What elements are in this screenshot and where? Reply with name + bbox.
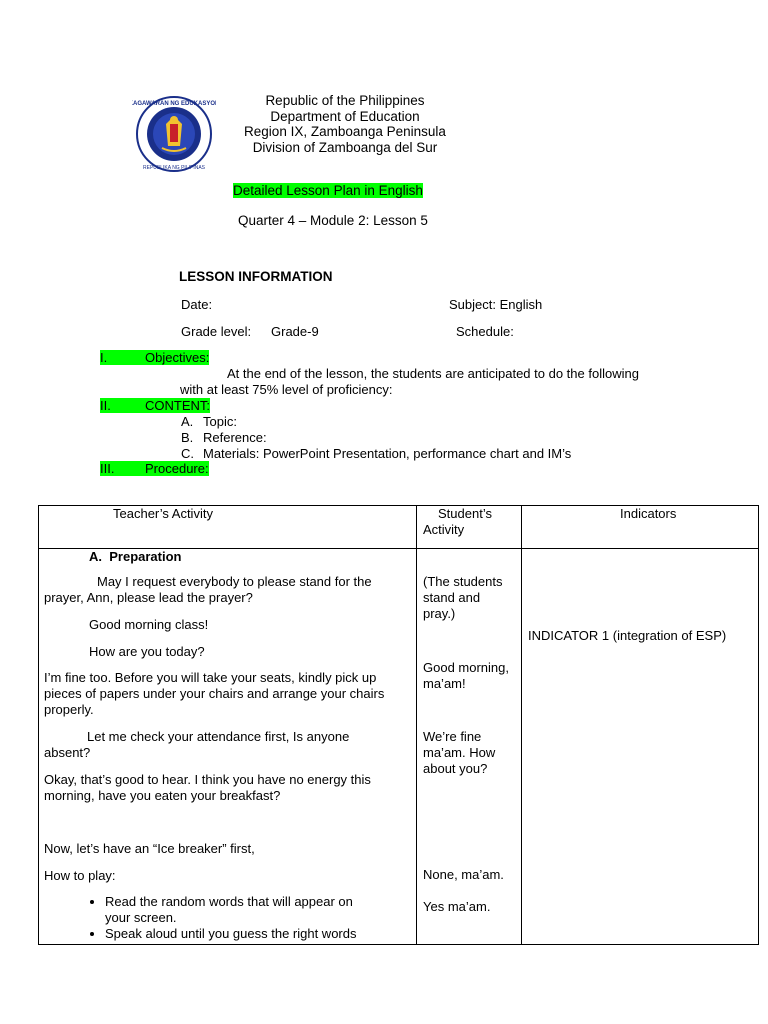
teacher-line: prayer, Ann, please lead the prayer? xyxy=(44,590,253,605)
header-line-division: Division of Zamboanga del Sur xyxy=(252,139,438,155)
student-line: about you? xyxy=(423,761,488,776)
lesson-plan-title xyxy=(233,183,423,198)
teacher-line: Now, let’s have an “Ice breaker” first, xyxy=(44,841,255,856)
objectives-heading xyxy=(100,350,209,365)
header-line-republic: Republic of the Philippines xyxy=(265,93,425,108)
objectives-text-line-1: At the end of the lesson, the students are anticipated to do the following xyxy=(227,366,639,381)
header-line-region: Region IX, Zamboanga Peninsula xyxy=(244,124,446,139)
teacher-line: absent? xyxy=(44,745,91,760)
deped-seal xyxy=(132,94,216,174)
objectives-text-line-2: with at least 75% level of proficiency: xyxy=(180,382,393,397)
materials-label: Materials: PowerPoint Presentation, performance chart and IM’s xyxy=(203,446,572,461)
svg-text:REPUBLIKA NG PILIPINAS: REPUBLIKA NG PILIPINAS xyxy=(143,165,205,171)
materials-item: C. Materials: PowerPoint Presentation, performance chart and IM’s xyxy=(181,446,572,461)
schedule-label: Schedule: xyxy=(456,324,514,339)
student-activity-header xyxy=(417,506,522,549)
lesson-info-heading: LESSON INFORMATION xyxy=(179,269,333,284)
indicators-cell xyxy=(522,549,759,945)
topic-item: A. Topic: xyxy=(181,414,237,429)
student-activity-header-line-1: Student’s xyxy=(438,506,492,521)
how-to-play-list xyxy=(59,894,357,942)
indicators-header-text: Indicators xyxy=(620,506,677,521)
topic-label: Topic: xyxy=(203,414,237,429)
objectives-label: Objectives: xyxy=(145,350,210,365)
student-line: Yes ma’am. xyxy=(423,899,491,914)
procedure-highlight xyxy=(100,461,209,476)
student-activity-cell xyxy=(417,549,522,945)
header-line-department: Department of Education xyxy=(270,108,420,124)
teacher-line: Okay, that’s good to hear. I think you have no energy this xyxy=(44,772,371,787)
teacher-line: Good morning class! xyxy=(89,617,209,632)
procedure-number: III. xyxy=(100,461,115,476)
list-item xyxy=(105,926,357,942)
student-line: ma’am! xyxy=(423,676,466,691)
teacher-line: morning, have you eaten your breakfast? xyxy=(44,788,281,803)
how-to-play-step-1-line-1: Read the random words that will appear on xyxy=(105,894,353,909)
table-row xyxy=(39,549,759,945)
table-header-row xyxy=(39,506,759,549)
header-block xyxy=(230,93,460,155)
content-heading xyxy=(100,398,210,413)
lesson-plan-title-text: Detailed Lesson Plan in English xyxy=(233,183,423,198)
list-item xyxy=(105,894,357,926)
procedure-heading xyxy=(100,461,209,476)
objectives-highlight xyxy=(100,350,209,365)
teacher-activity-header-text: Teacher’s Activity xyxy=(113,506,213,521)
content-label: CONTENT: xyxy=(145,398,210,413)
student-line: ma’am. How xyxy=(423,745,496,760)
date-label: Date: xyxy=(181,297,213,312)
teacher-line: I’m fine too. Before you will take your seats, kindly pick up xyxy=(44,670,377,685)
reference-item: B. Reference: xyxy=(181,430,267,445)
teacher-line: properly. xyxy=(44,702,94,717)
teacher-line: pieces of papers under your chairs and arrange your chairs xyxy=(44,686,385,701)
teacher-line: May I request everybody to please stand for the xyxy=(97,574,372,589)
svg-text:KAGAWARAN NG EDUKASYON: KAGAWARAN NG EDUKASYON xyxy=(132,101,216,107)
grade-level-value: Grade-9 xyxy=(271,324,319,339)
module-label: Quarter 4 – Module 2: Lesson 5 xyxy=(238,213,428,228)
grade-level-label: Grade level: xyxy=(181,324,252,339)
teacher-line: Let me check your attendance first, Is anyone xyxy=(87,729,350,744)
teacher-activity-cell xyxy=(39,549,417,945)
procedure-table xyxy=(38,505,759,945)
how-to-play-step-2: Speak aloud until you guess the right words xyxy=(105,926,357,941)
teacher-line: How are you today? xyxy=(89,644,205,659)
teacher-line: How to play: xyxy=(44,868,116,883)
reference-label: Reference: xyxy=(203,430,267,445)
student-line: We’re fine xyxy=(423,729,482,744)
student-line: Good morning, xyxy=(423,660,509,675)
indicators-header xyxy=(522,506,759,549)
content-number: II. xyxy=(100,398,111,413)
teacher-activity-header xyxy=(39,506,417,549)
student-line: None, ma’am. xyxy=(423,867,504,882)
preparation-label: Preparation xyxy=(109,549,182,564)
student-activity-header-line-2: Activity xyxy=(423,522,465,537)
how-to-play-step-1-line-2: your screen. xyxy=(105,910,177,925)
content-highlight xyxy=(100,398,210,413)
student-line: stand and xyxy=(423,590,481,605)
preparation-heading: A. Preparation xyxy=(89,549,182,564)
student-line: pray.) xyxy=(423,606,456,621)
objectives-number: I. xyxy=(100,350,108,365)
indicator-text: INDICATOR 1 (integration of ESP) xyxy=(528,628,727,643)
procedure-label: Procedure: xyxy=(145,461,209,476)
student-line: (The students xyxy=(423,574,503,589)
subject-label: Subject: English xyxy=(449,297,543,312)
